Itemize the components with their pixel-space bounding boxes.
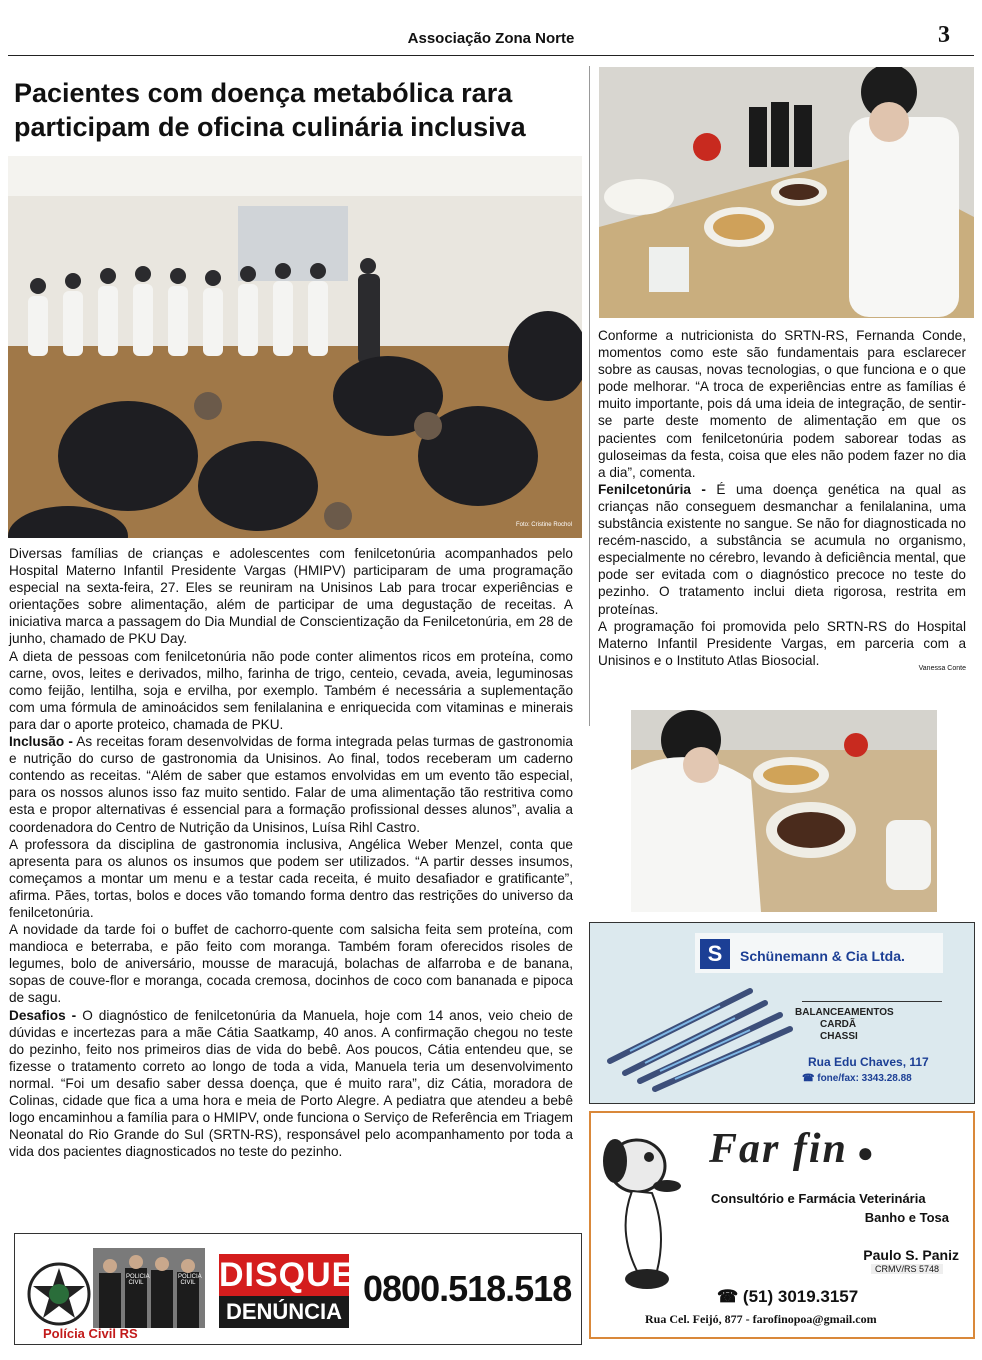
police-ad <box>14 1233 582 1345</box>
vet-crmv: CRMV/RS 5748 <box>871 1264 943 1274</box>
vest-text-2: POLICIA CIVIL <box>178 1274 202 1286</box>
photo-credit: Foto: Cristine Rochol <box>515 522 572 528</box>
paragraph: Desafios - O diagnóstico de fenilcetonúria da Manuela, hoje com 14 anos, veio cheio de dúvidas e incertezas para a mãe Cátia Saatkamp, 40 anos. A confirmação chegou no teste do pezinho, feito nos primeiros dias de vida do bebê. Aos poucos, Cátia entendeu que, se fizesse o tratamento correto ao longo de toda a vida, Manuela teria um desenvolvimento normal. “Foi um desafio saber dessa doença, que é muito rara”, diz Cátia, moradora de Colinas, cidade que fica a uma hora e meia de Porto Alegre. A pediatra que atendeu a bebê logo encaminhou a família para o HMIPV, onde funciona o Serviço de Referência em Triagem Neonatal do Rio Grande do Sul (SRTN-RS), responsável pelo acompanhamento por toda a vida dos pacientes diagnosticados no teste do pezinho. <box>9 1007 573 1160</box>
section-lead: Desafios - <box>9 1007 77 1023</box>
schunemann-ad <box>589 922 975 1104</box>
paw-print-icon: ● <box>847 1138 876 1169</box>
newspaper-name: Associação Zona Norte <box>407 30 575 47</box>
farofino-address: Rua Cel. Feijó, 877 - farofinopoa@gmail.com <box>645 1312 877 1326</box>
tie-rods-illustration <box>600 981 800 1096</box>
section-lead: Inclusão - <box>9 734 73 750</box>
buffet-photo <box>599 67 974 318</box>
farofino-tagline: Consultório e Farmácia Veterinária <box>711 1191 926 1206</box>
denuncia-banner: DENÚNCIA <box>219 1296 349 1328</box>
police-badge-icon <box>27 1262 91 1326</box>
farofino-tagline-2: Banho e Tosa <box>864 1210 949 1225</box>
page-header <box>8 22 974 56</box>
section-lead: Fenilcetonúria - <box>598 481 706 497</box>
farofino-logo: Far fin ● <box>709 1126 876 1172</box>
disque-banner: DISQUE <box>219 1256 356 1294</box>
paragraph: Diversas famílias de crianças e adolescentes com fenilcetonúria acompanhados pelo Hospital Materno Infantil Presidente Vargas (HMIPV) participaram de uma programação especial na sexta-feira, 27. Eles se reuniram na Unisinos Lab para trocar experiências e orientações sobre alimentação, além de participar de uma degustação de receitas. A iniciativa marca a passagem do Dia Mundial de Conscientização da Fenilcetonúria, em 28 de junho, chamado de PKU Day. <box>9 546 573 647</box>
paragraph: Conforme a nutricionista do SRTN-RS, Fernanda Conde, momentos como este são fundamentais para esclarecer sobre as causas, novas tecnologias, o que funciona e o que pode melhorar. “A troca de experiências entre as famílias é muito importante, pois dá uma ideia de integração, de sentir-se parte deste momento de alimentação em que os pacientes com fenilcetonúria podem saborear todas as guloseimas da festa, coisa que eles não podem fazer no dia a dia”, comenta. <box>598 328 966 480</box>
page-number: 3 <box>938 22 950 48</box>
paragraph: Inclusão - As receitas foram desenvolvidas de forma integrada pelas turmas de gastronomia e nutrição do curso de gastronomia da Unisinos. Ao final, todos receberam um caderno contendo as receitas. “Além de saber que estamos envolvidas em um evento tão especial, para os nossos alunos isso faz muito sentido. Falar de uma alimentação tão restritiva como esta e propor alternativas é essencial para a formação profissional desses alunos”, avalia a coordenadora do Centro de Nutrição da Unisinos, Luísa Rihl Castro. <box>9 734 573 835</box>
farofino-ad <box>589 1111 975 1339</box>
company-name: Schünemann & Cia Ltda. <box>740 948 905 964</box>
chef-photo <box>631 710 937 912</box>
service-list: BALANCEAMENTOS CARDÃ CHASSI <box>795 1007 894 1042</box>
main-photo <box>8 156 582 538</box>
paragraph: Fenilcetonúria - É uma doença genética na qual as crianças não conseguem desmanchar a fenilalanina, uma substância existente no sangue. Se não for diagnosticada no recém-nascido, a substância se acumula no organismo, especialmente no cérebro, levando à deficiência mental, que pode ser evitada com o diagnóstico precoce no teste do pezinho. O tratamento inclui dieta rigorosa, restrita em proteínas. <box>598 481 966 617</box>
telephone-icon: ☎ <box>717 1287 743 1306</box>
vet-name: Paulo S. Paniz <box>863 1247 959 1263</box>
paragraph: A professora da disciplina de gastronomia inclusiva, Angélica Weber Menzel, conta que apresenta para os alunos os insumos que podem ser utilizados. “A partir desses insumos, começamos a montar um menu e a testar cada receita, é muito desafiador e gratificante”, afirma. Pães, tortas, bolos e doces vão tomando forma dentro das restrições do universo da fenilcetonúria. <box>9 836 573 920</box>
article-headline: Pacientes com doença metabólica rara participam de oficina culinária inclusiva <box>14 78 526 142</box>
hotline-number: 0800.518.518 <box>363 1268 572 1309</box>
byline: Vanessa Conte <box>918 664 966 672</box>
dog-mascot-icon <box>597 1131 707 1291</box>
vest-text-1: POLICIA CIVIL <box>126 1274 150 1286</box>
article-body-left <box>9 545 573 1160</box>
police-officers-photo <box>93 1248 205 1328</box>
phone: ☎ fone/fax: 3343.28.88 <box>802 1073 912 1084</box>
phone-icon: ☎ <box>802 1073 818 1084</box>
police-label: Polícia Civil RS <box>43 1326 138 1341</box>
schunemann-logo: S <box>700 939 730 969</box>
paragraph: A novidade da tarde foi o buffet de cachorro-quente com salsicha feita sem proteína, com mandioca e beterraba, e pão feito com moranga. Também foram oferecidos risoles de legumes, bolo de aniversário, mousse de maracujá, bolachas de alfarroba e de banana, sopas de couve-flor e moranga, cocada cremosa, docinhos de coco com bananada e pipoca de sagu. <box>9 922 573 1006</box>
paragraph: A programação foi promovida pelo SRTN-RS do Hospital Materno Infantil Presidente Vargas, em parceria com a Unisinos e o Instituto Atlas Biosocial. Vanessa Conte <box>598 618 966 669</box>
farofino-phone: ☎ (51) 3019.3157 <box>717 1287 859 1306</box>
paragraph: A dieta de pessoas com fenilcetonúria não pode conter alimentos ricos em proteína, como carne, ovos, leites e derivados, milho, farinha de trigo, centeio, cevada, aveia, leguminosas como feijão, lentilha, soja e ervilha, por exemplo. Também é necessária a suplementação com uma fórmula de aminoácidos sem fenilalanina e enriquecida com vitaminas e minerais para dar o aporte proteico, chamada de PKU. <box>9 648 573 732</box>
address: Rua Edu Chaves, 117 <box>808 1055 929 1069</box>
column-divider <box>589 66 590 726</box>
article-body-right <box>598 327 966 677</box>
